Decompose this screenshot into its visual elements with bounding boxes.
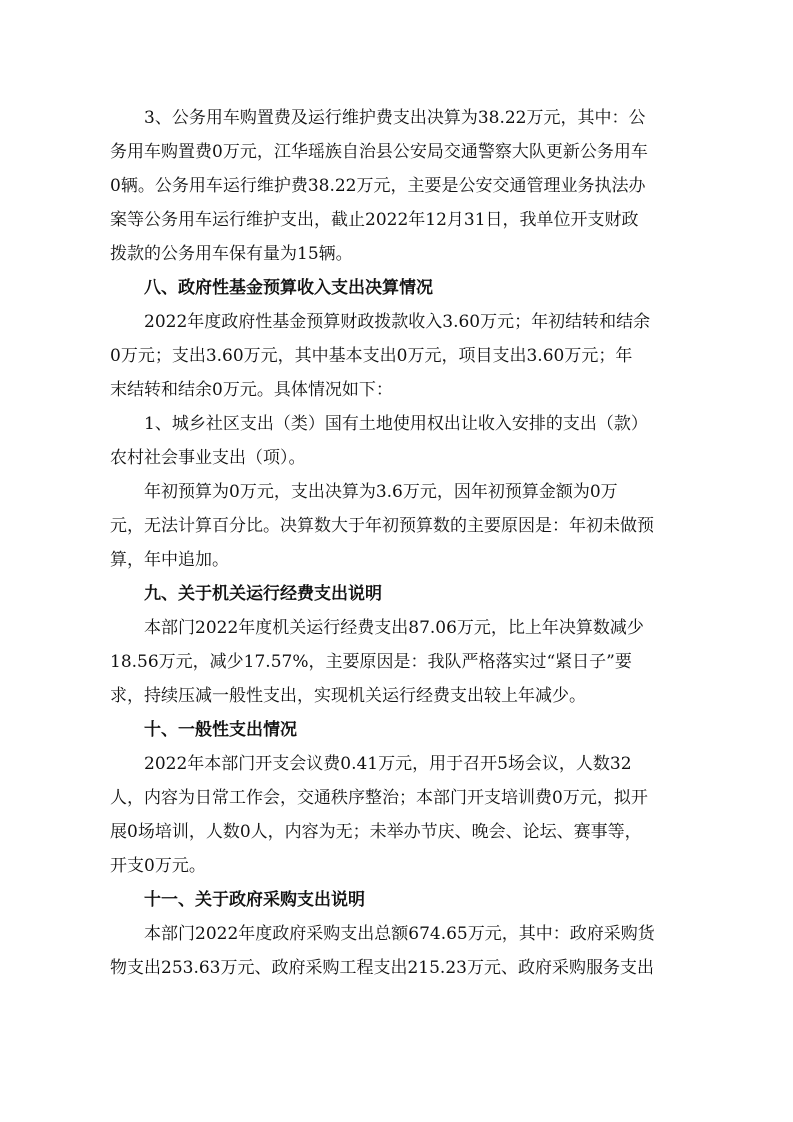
paragraph-operating-expenses: 本部门2022年度机关运行经费支出87.06万元，比上年决算数减少 18.56万元，减少17.57%，主要原因是：我队严格落实过“紧日子”要 求，持续压减一般性支出，实现机关运行经费支出较上年减少。 (110, 618, 644, 706)
paragraph-general-expenses: 2022年本部门开支会议费0.41万元，用于召开5场会议，人数32 人，内容为日常工作会，交通秩序整治；本部门开支培训费0万元，拟开 展0场培训，人数0人，内容为无；未举办节庆、晚会、论坛、赛事等， 开支0万元。 (110, 754, 648, 876)
paragraph-procurement: 本部门2022年度政府采购支出总额674.65万元，其中：政府采购货 物支出253.63万元、政府采购工程支出215.23万元、政府采购服务支出 (110, 924, 655, 978)
section-heading-10: 十、一般性支出情况 (144, 720, 297, 740)
section-heading-11: 十一、关于政府采购支出说明 (144, 890, 365, 910)
paragraph-fund-budget: 2022年度政府性基金预算财政拨款收入3.60万元；年初结转和结余 0万元；支出3.60万元，其中基本支出0万元，项目支出3.60万元；年 末结转和结余0万元。具体情况如下： (110, 312, 651, 400)
document-content (110, 101, 695, 985)
section-heading-8: 八、政府性基金预算收入支出决算情况 (144, 278, 433, 298)
section-heading-9: 九、关于机关运行经费支出说明 (144, 584, 382, 604)
paragraph-community-expense: 1、城乡社区支出（类）国有土地使用权出让收入安排的支出（款） 农村社会事业支出（项）。 (110, 414, 648, 468)
paragraph-vehicle-expenses: 3、公务用车购置费及运行维护费支出决算为38.22万元，其中：公 务用车购置费0万元，江华瑶族自治县公安局交通警察大队更新公务用车 0辆。公务用车运行维护费38.22万元，主要是公安交通管理业务执法办 案等公务用车运行维护支出，截止2022年12月31日，我单位开支财政 拨款的公务用车保有量为15辆。 (110, 108, 648, 264)
paragraph-budget-reason: 年初预算为0万元，支出决算为3.6万元，因年初预算金额为0万 元，无法计算百分比。决算数大于年初预算数的主要原因是：年初未做预 算，年中追加。 (110, 482, 654, 570)
